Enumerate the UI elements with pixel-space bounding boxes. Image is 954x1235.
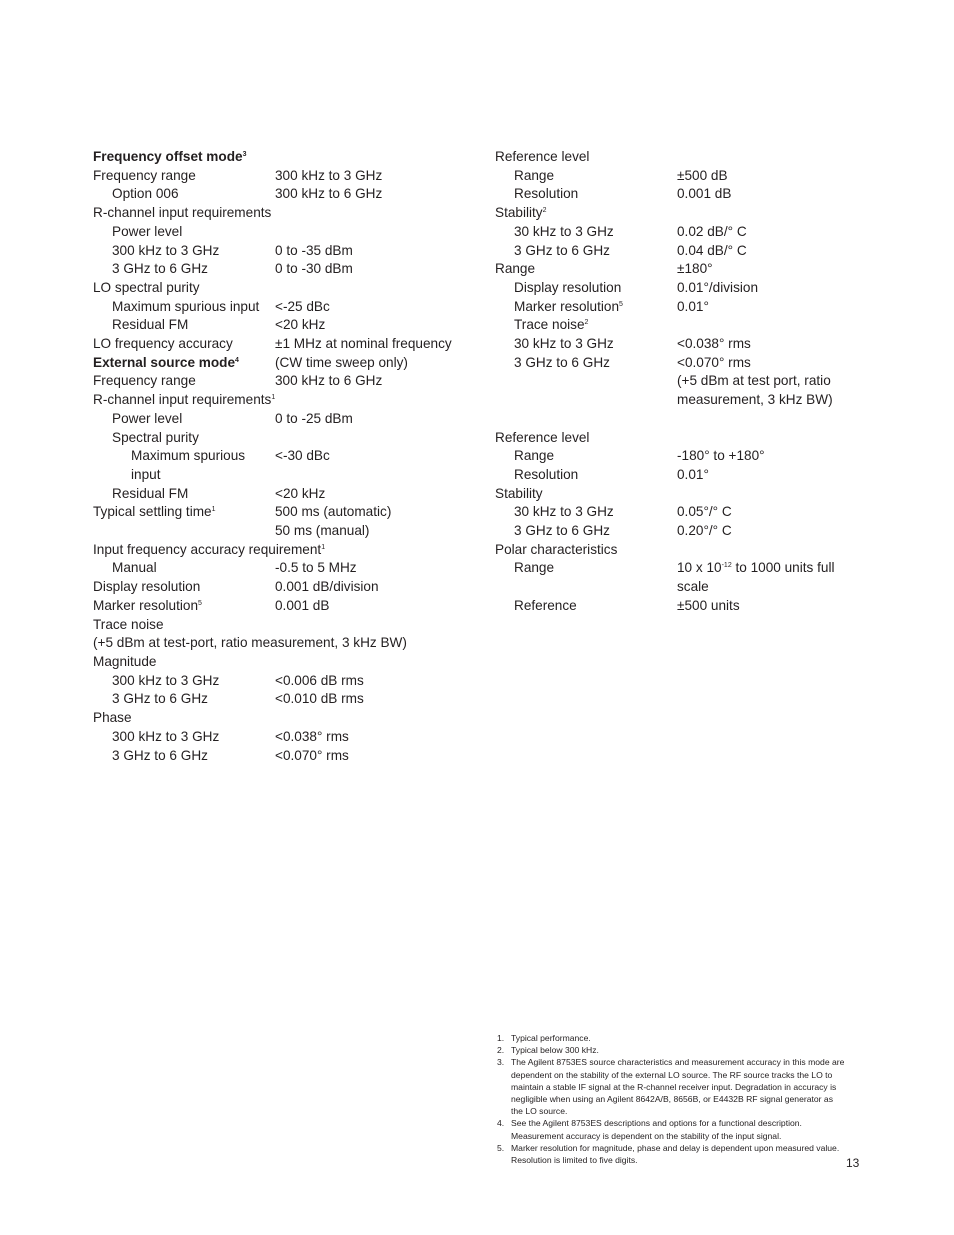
spec-value (275, 167, 473, 186)
spec-value-text: <20 kHz (275, 317, 326, 333)
spec-row (93, 242, 473, 261)
spec-value-text: <0.070° rms (275, 747, 349, 763)
spec-row (495, 522, 855, 541)
spec-label-text: 3 GHz to 6 GHz (514, 354, 610, 370)
spec-row (495, 485, 855, 504)
spec-label (93, 204, 473, 223)
spec-value-text: <0.038° rms (275, 728, 349, 744)
spec-label (93, 391, 473, 410)
footnote-text: Typical performance. (511, 1033, 591, 1043)
footnote-number: 1. (497, 1033, 505, 1043)
spec-row (93, 503, 473, 522)
spec-value (275, 242, 473, 261)
spec-value-text: <0.006 dB rms (275, 672, 364, 688)
spec-label (93, 690, 275, 709)
spec-row (93, 260, 473, 279)
spec-label-text: Range (514, 448, 555, 464)
spec-label (495, 485, 677, 504)
spec-value-text: 0.01° (677, 466, 709, 482)
spec-label-text: External source mode (93, 354, 236, 370)
spec-label-text: LO frequency accuracy (93, 336, 233, 352)
spec-row (93, 728, 473, 747)
spec-label (495, 466, 677, 485)
spec-label-text: Reference level (495, 149, 590, 164)
spec-label-text: 3 GHz to 6 GHz (112, 261, 208, 277)
spec-row (93, 335, 473, 354)
spec-label-text: 3 GHz to 6 GHz (514, 242, 610, 258)
spec-value-text: 10 x 10 (677, 560, 722, 576)
superscript: -12 (721, 562, 732, 570)
spec-label-text: Trace noise (93, 616, 164, 632)
footnote (497, 1032, 847, 1044)
spec-label-text: Display resolution (514, 279, 622, 295)
spec-value (275, 316, 473, 335)
spec-label (495, 541, 677, 560)
spec-value (275, 503, 473, 522)
footnote-text: See the Agilent 8753ES descriptions and options for a functional description. Measurement accuracy is dependent on the stability of the input signal. (511, 1118, 802, 1141)
spec-label (495, 316, 677, 335)
spec-row (93, 316, 473, 335)
spec-row (495, 167, 855, 186)
spec-row (93, 597, 473, 616)
spec-value-text: <0.070° rms (677, 354, 751, 370)
spec-label-text: Range (514, 167, 555, 183)
spec-label (93, 503, 275, 522)
footnote (497, 1056, 847, 1117)
spec-label (93, 522, 275, 541)
spec-label (93, 372, 275, 391)
spec-value (275, 672, 473, 691)
spec-label-text: 30 kHz to 3 GHz (514, 223, 614, 239)
left-spec-column (93, 148, 473, 765)
spec-label-text: Maximum spurious input (112, 298, 260, 314)
spec-value-text: ±500 units (677, 597, 740, 613)
spec-row (495, 541, 855, 560)
spec-label (93, 747, 275, 766)
spec-label (495, 429, 677, 448)
spec-label (93, 410, 275, 429)
spec-value-text: <-25 dBc (275, 298, 330, 314)
spec-value (275, 559, 473, 578)
spec-label-text: Spectral purity (112, 429, 199, 445)
spec-row (93, 167, 473, 186)
spec-row (93, 354, 473, 373)
spec-value (677, 223, 855, 242)
spec-row (93, 485, 473, 504)
spec-row (93, 372, 473, 391)
spec-label (93, 485, 275, 504)
spec-value (677, 167, 855, 186)
spec-label-text: Residual FM (112, 317, 189, 333)
spec-label-text: Maximum spurious input (131, 448, 246, 482)
footnote-ref: 4 (235, 356, 239, 364)
spec-value-text: 0 to -35 dBm (275, 242, 353, 258)
footnote (497, 1142, 847, 1166)
spec-label (495, 559, 677, 596)
spec-label (93, 223, 275, 242)
spec-label (93, 597, 275, 616)
spec-label (93, 447, 275, 484)
spec-value (677, 447, 855, 466)
footnote-ref: 2 (542, 207, 547, 215)
spec-value-text: 300 kHz to 6 GHz (275, 186, 383, 202)
spec-value-tail: to 1000 units full scale (677, 560, 835, 595)
spec-value (677, 298, 855, 317)
spec-value (275, 690, 473, 709)
footnote-text: Marker resolution for magnitude, phase and delay is dependent upon measured value. Resolution is limited to five digits. (511, 1142, 840, 1166)
spec-value-text: ±500 dB (677, 167, 728, 183)
spec-label (93, 429, 275, 448)
spec-value-text: <20 kHz (275, 485, 326, 501)
spec-row (93, 410, 473, 429)
spec-label (495, 279, 677, 298)
spec-value (677, 503, 855, 522)
spec-label-text: Resolution (514, 186, 579, 202)
spec-row (495, 559, 855, 596)
spec-value-text: 0.20°/° C (677, 523, 732, 539)
right-spec-column (495, 148, 855, 616)
spec-value-text: 300 kHz to 3 GHz (275, 167, 383, 183)
spec-row (93, 709, 473, 728)
spec-label (495, 447, 677, 466)
spec-label (495, 204, 677, 223)
spec-label-text: 300 kHz to 3 GHz (112, 728, 220, 744)
spec-row (93, 690, 473, 709)
spec-value (275, 335, 473, 354)
spec-label-text: Frequency range (93, 373, 196, 389)
spec-row (495, 316, 855, 335)
spec-label-text: Frequency offset mode (93, 149, 243, 164)
spec-row (495, 597, 855, 616)
spec-label-text: Power level (112, 410, 183, 426)
section-heading (93, 354, 275, 373)
spec-label (93, 728, 275, 747)
footnote-ref: 5 (619, 300, 623, 308)
spec-row (93, 447, 473, 484)
spec-row (495, 298, 855, 317)
spec-row (93, 616, 473, 635)
spec-value (677, 372, 855, 409)
spec-label-text: 300 kHz to 3 GHz (112, 672, 220, 688)
spec-label (93, 653, 275, 672)
spec-label-text: 3 GHz to 6 GHz (112, 747, 208, 763)
spec-row (93, 522, 473, 541)
spec-value-text: 0.02 dB/° C (677, 223, 747, 239)
spec-value (677, 335, 855, 354)
spec-label-text: Range (495, 261, 536, 277)
spec-row (495, 204, 855, 223)
spec-value-text: 0.04 dB/° C (677, 242, 747, 258)
spec-label-text: Option 006 (112, 186, 179, 202)
spec-label-text: Magnitude (93, 653, 157, 669)
spec-label (93, 167, 275, 186)
spec-value-text: -180° to +180° (677, 448, 765, 464)
spec-row (93, 298, 473, 317)
spec-value (275, 298, 473, 317)
spec-value-text: (+5 dBm at test port, ratio measurement, 3 kHz BW) (677, 373, 833, 408)
spec-value-text: -0.5 to 5 MHz (275, 560, 357, 576)
footnote-ref: 1 (271, 394, 276, 402)
spec-row (93, 148, 473, 167)
spec-label (93, 298, 275, 317)
spec-label-text: 300 kHz to 3 GHz (112, 242, 220, 258)
spec-value (677, 354, 855, 373)
spec-value (275, 728, 473, 747)
spec-row (495, 185, 855, 204)
spec-row (93, 223, 473, 242)
spec-label-text: Polar characteristics (495, 541, 618, 557)
spec-label (93, 578, 275, 597)
spec-label-text: Display resolution (93, 579, 201, 595)
spec-value-text: <0.038° rms (677, 336, 751, 352)
spec-label-text: Marker resolution (93, 597, 199, 613)
spec-value (275, 522, 473, 541)
spec-row (93, 541, 473, 560)
section-heading (93, 148, 275, 167)
footnote-ref: 1 (321, 543, 326, 551)
spec-label-text: Trace noise (514, 317, 585, 333)
spec-value (275, 747, 473, 766)
spec-label (93, 559, 275, 578)
spec-label (495, 335, 677, 354)
spec-label (495, 597, 677, 616)
spec-label (93, 634, 473, 653)
spec-label-text: Stability (495, 485, 543, 501)
spec-label (93, 672, 275, 691)
spec-label (495, 298, 677, 317)
spec-label-text: Reference level (495, 429, 590, 445)
spec-label-text: Manual (112, 560, 157, 576)
spec-row (93, 578, 473, 597)
spec-value (677, 279, 855, 298)
spec-label-text: R-channel input requirements (93, 205, 272, 221)
spec-value (275, 597, 473, 616)
spec-label (93, 260, 275, 279)
spec-value (677, 522, 855, 541)
spec-label-text: Typical settling time (93, 504, 212, 520)
spec-row (495, 429, 855, 448)
spec-value-text: 0.01° (677, 298, 709, 314)
spec-value (275, 354, 473, 373)
spec-value-text: 300 kHz to 6 GHz (275, 373, 383, 389)
spec-value (677, 242, 855, 261)
spec-row (495, 260, 855, 279)
spec-label-text: (+5 dBm at test-port, ratio measurement, 3 kHz BW) (93, 635, 407, 651)
spec-value-text: 0.05°/° C (677, 504, 732, 520)
spec-label-text: Frequency range (93, 167, 196, 183)
spec-label-text: Power level (112, 223, 183, 239)
spec-value-text: 0 to -25 dBm (275, 410, 353, 426)
spec-label-text: Resolution (514, 466, 579, 482)
footnotes (497, 1032, 847, 1166)
spec-label-text: LO spectral purity (93, 279, 200, 295)
spec-label (93, 335, 275, 354)
spec-value (275, 410, 473, 429)
spec-value-text: (CW time sweep only) (275, 354, 408, 370)
footnote-number: 4. (497, 1118, 505, 1129)
spec-row (93, 672, 473, 691)
spec-value (677, 185, 855, 204)
spacer (495, 410, 855, 429)
spec-row (495, 223, 855, 242)
spec-value-text: ±180° (677, 261, 713, 277)
spec-label (495, 242, 677, 261)
spec-row (93, 747, 473, 766)
spec-row (495, 503, 855, 522)
spec-value (275, 185, 473, 204)
footnote-number: 5. (497, 1142, 505, 1153)
spec-row (495, 279, 855, 298)
footnote-text: The Agilent 8753ES source characteristics and measurement accuracy in this mode are dependent on the stability of the external LO source. The RF source tracks the LO to maintain a stable IF signal at the R-channel receiver input. Degradation in accuracy is negligible when using an Agilent 8642A/B, 8656B, or E4432B RF signal generator as the LO source. (511, 1057, 845, 1117)
footnote-ref: 5 (198, 599, 202, 607)
footnote-text: Typical below 300 kHz. (511, 1045, 599, 1056)
footnote (497, 1117, 847, 1141)
spec-value-text: ±1 MHz at nominal frequency (275, 336, 452, 352)
spec-value-text: <-30 dBc (275, 448, 330, 464)
spec-row (93, 634, 473, 653)
spec-label-text: Marker resolution (514, 298, 620, 314)
footnote (497, 1044, 847, 1056)
spec-label-text: 3 GHz to 6 GHz (112, 691, 208, 707)
spec-label (93, 541, 473, 560)
spec-label (495, 522, 677, 541)
spec-row (495, 354, 855, 373)
spec-value (677, 466, 855, 485)
spec-value (677, 597, 855, 616)
spec-label-text: 30 kHz to 3 GHz (514, 504, 614, 520)
spec-value (275, 578, 473, 597)
spec-row (93, 279, 473, 298)
spec-row (93, 653, 473, 672)
spec-row (93, 559, 473, 578)
spec-label (495, 185, 677, 204)
page-number: 13 (846, 1156, 860, 1170)
spec-label-text: Stability (495, 205, 543, 221)
spec-value-text: 0.001 dB/division (275, 579, 379, 595)
spec-label (93, 279, 275, 298)
spec-label (93, 616, 275, 635)
spec-row (495, 148, 855, 167)
spec-label-text: 30 kHz to 3 GHz (514, 336, 614, 352)
spec-label-text: 3 GHz to 6 GHz (514, 523, 610, 539)
footnote-ref: 2 (584, 319, 589, 327)
spec-value-text: 500 ms (automatic) (275, 504, 392, 520)
spec-value (275, 485, 473, 504)
spec-label (93, 709, 275, 728)
spec-label (495, 260, 677, 279)
spec-row (93, 429, 473, 448)
spec-value (275, 260, 473, 279)
footnote-number: 2. (497, 1045, 505, 1056)
spec-value-text: <0.010 dB rms (275, 691, 364, 707)
spec-label (495, 148, 677, 167)
spec-value (677, 559, 855, 596)
spec-value (275, 447, 473, 484)
spec-label-text: Input frequency accuracy requirement (93, 541, 322, 557)
spec-label-text: Reference (514, 597, 577, 613)
footnote-number: 3. (497, 1057, 505, 1068)
spec-value-text: 0 to -30 dBm (275, 261, 353, 277)
spec-row (495, 372, 855, 409)
spec-value-text: 0.001 dB (677, 186, 732, 202)
spec-label (93, 316, 275, 335)
spec-label-text: Range (514, 560, 555, 576)
spec-row (495, 466, 855, 485)
spec-value-text: 50 ms (manual) (275, 523, 370, 539)
spec-row (495, 242, 855, 261)
footnote-ref: 1 (211, 506, 216, 514)
spec-value-text: 0.01°/division (677, 279, 759, 295)
spec-row (93, 185, 473, 204)
footnote-ref: 3 (242, 151, 247, 158)
spec-label (495, 503, 677, 522)
spec-row (495, 447, 855, 466)
spec-label (495, 372, 677, 409)
spec-value (677, 260, 855, 279)
spec-row (93, 391, 473, 410)
spec-label-text: Residual FM (112, 485, 189, 501)
spec-label (495, 354, 677, 373)
spec-value-text: 0.001 dB (275, 597, 330, 613)
spec-label-text: Phase (93, 710, 132, 726)
spec-value (275, 372, 473, 391)
spec-label (93, 242, 275, 261)
spec-label (93, 185, 275, 204)
spec-row (495, 335, 855, 354)
spec-row (93, 204, 473, 223)
spec-label (495, 167, 677, 186)
spec-label-text: R-channel input requirements (93, 392, 272, 408)
spec-label (495, 223, 677, 242)
